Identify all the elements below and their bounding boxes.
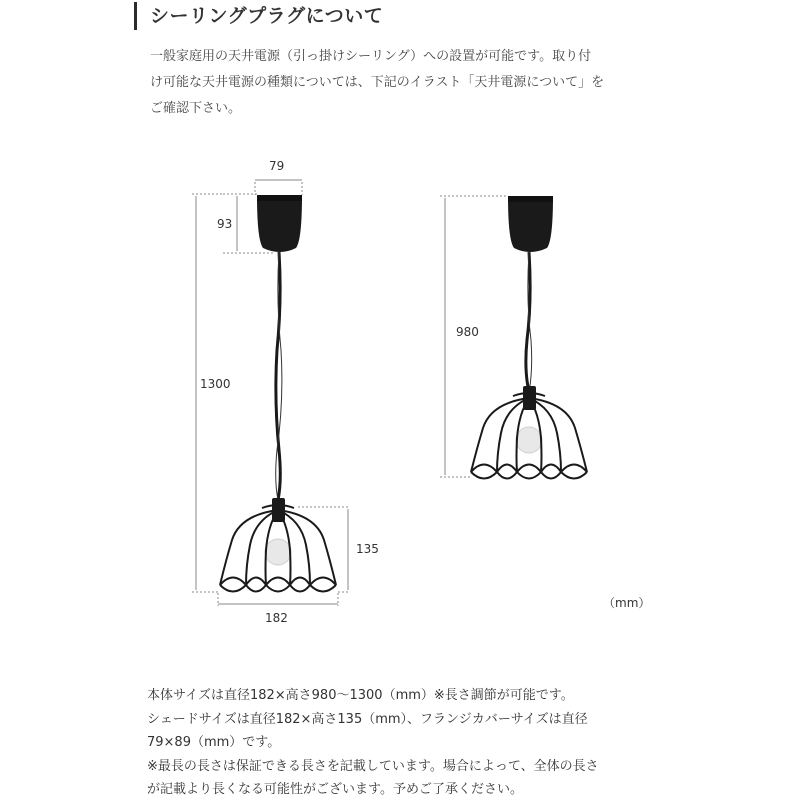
pendant-lamp-long	[220, 195, 336, 592]
dim-shade-width: 182	[265, 611, 288, 625]
intro-line-2: け可能な天井電源の種類については、下記のイラスト「天井電源について」を	[150, 75, 605, 90]
note-line-2: シェードサイズは直径182×高さ135（mm）、フランジカバーサイズは直径	[147, 711, 588, 727]
dim-canopy-width: 79	[269, 159, 285, 173]
intro-line-3: ご確認下さい。	[150, 101, 242, 116]
pendant-lamp-short	[471, 196, 587, 479]
bulb-short	[516, 427, 542, 453]
section-title: シーリングプラグについて	[150, 5, 384, 27]
dim-total-max: 1300	[200, 377, 231, 391]
canopy-top-long	[257, 195, 302, 201]
canopy-top-short	[508, 196, 553, 202]
note-line-3: 79×89（mm）です。	[147, 735, 281, 750]
dim-shade-height: 135	[356, 542, 379, 556]
note-line-5: が記載より長くなる可能性がございます。予めご了承ください。	[147, 782, 523, 797]
intro-line-1: 一般家庭用の天井電源（引っ掛けシーリング）への設置が可能です。取り付	[150, 49, 592, 64]
note-line-4: ※最長の長さは保証できる長さを記載しています。場合によって、全体の長さ	[147, 758, 599, 774]
size-notes	[147, 684, 667, 802]
bulb-long	[265, 539, 291, 565]
canopy-short	[508, 196, 553, 252]
canopy-long	[257, 195, 302, 252]
dim-total-min: 980	[456, 325, 479, 339]
dimension-lines	[192, 180, 508, 606]
note-line-1: 本体サイズは直径182×高さ980〜1300（mm）※長さ調節が可能です。	[147, 688, 574, 703]
dim-canopy-height: 93	[217, 217, 233, 231]
unit-label: （mm）	[603, 596, 651, 610]
